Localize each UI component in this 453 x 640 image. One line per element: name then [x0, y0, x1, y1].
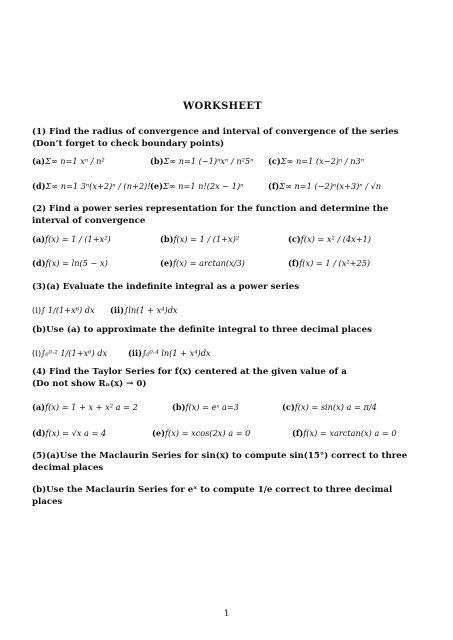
- q4-item-c-label: (c): [282, 402, 295, 412]
- q4-heading: [32, 366, 432, 390]
- q2-item-f-expr: f(x) = 1 / (x²+25): [299, 258, 371, 268]
- q1-item-f: [268, 181, 381, 191]
- q2-heading-line1: (2) Find a power series representation for the function and determine the: [32, 204, 389, 214]
- q1-item-e-expr: Σ∞ n=1 n!(2x − 1)ⁿ: [162, 181, 244, 191]
- q4-item-d: [32, 428, 152, 438]
- q1-item-f-expr: Σ∞ n=1 (−2)ⁿ(x+3)ⁿ / √n: [279, 181, 382, 191]
- q4-item-a-expr: f(x) = 1 + x + x² a = 2: [45, 402, 138, 412]
- worksheet-title: WORKSHEET: [183, 101, 262, 112]
- q4-row-2: [32, 428, 397, 438]
- q4-item-f-label: (f): [292, 428, 304, 438]
- page-number: 1: [224, 609, 230, 619]
- q2-item-b-label: (b): [160, 234, 174, 244]
- q2-row-1: [32, 234, 371, 244]
- q4-item-e-expr: f(x) = xcos(2x) a = 0: [164, 428, 251, 438]
- q3a-item-ii-expr: ∫ln(1 + x⁴)dx: [123, 305, 178, 315]
- q5b-text: [32, 484, 432, 508]
- q1-item-c-label: (c): [268, 156, 281, 166]
- q1-row-2: [32, 181, 381, 191]
- q4-item-f-expr: f(x) = xarctan(x) a = 0: [303, 428, 397, 438]
- q2-item-a: [32, 234, 160, 244]
- q2-item-d-expr: f(x) = ln(5 − x): [45, 258, 108, 268]
- q1-item-d: [32, 181, 150, 191]
- q4-row-1: [32, 402, 377, 412]
- q3b-item-ii-expr: ∫₀⁰·⁴ ln(1 + x⁴)dx: [141, 348, 211, 358]
- q4-item-d-expr: f(x) = √x a = 4: [45, 428, 107, 438]
- q4-heading-line1: (4) Find the Taylor Series for f(x) centered at the given value of a: [32, 367, 347, 377]
- q3b-item-ii: [128, 348, 211, 358]
- q2-heading: [32, 203, 432, 227]
- q2-item-a-expr: f(x) = 1 / (1+x²): [45, 234, 111, 244]
- q3a-item-ii-label: (ii): [110, 305, 124, 315]
- q5b-line2: places: [32, 497, 63, 507]
- q1-row-1: [32, 156, 364, 166]
- q1-heading-line1: (1) Find the radius of convergence and interval of convergence of the series: [32, 127, 399, 137]
- q2-item-c: [288, 234, 371, 244]
- q1-item-b: [150, 156, 268, 166]
- q3b-row: [32, 348, 211, 358]
- q3a-item-i-label: (i): [32, 305, 42, 315]
- q4-item-b: [172, 402, 282, 412]
- q2-item-e-expr: f(x) = arctan(x/3): [172, 258, 245, 268]
- q2-item-b-expr: f(x) = 1 / (1+x)²: [173, 234, 240, 244]
- q4-item-b-expr: f(x) = eˣ a=3: [185, 402, 239, 412]
- q1-item-d-expr: Σ∞ n=1 3ⁿ(x+2)ⁿ / (n+2)!: [45, 181, 151, 191]
- q3a-item-i: [32, 305, 110, 315]
- q3a-item-ii: [110, 305, 178, 315]
- q1-item-b-expr: Σ∞ n=1 (−1)ⁿxⁿ / n²5ⁿ: [163, 156, 254, 166]
- q2-item-d: [32, 258, 160, 268]
- q4-item-a-label: (a): [32, 402, 46, 412]
- q4-item-b-label: (b): [172, 402, 186, 412]
- q4-item-c: [282, 402, 377, 412]
- q2-row-2: [32, 258, 370, 268]
- q1-heading: [32, 126, 432, 150]
- q2-item-f-label: (f): [288, 258, 300, 268]
- q2-item-e: [160, 258, 288, 268]
- q1-heading-line2: (Don’t forget to check boundary points): [32, 139, 225, 149]
- q4-item-a: [32, 402, 172, 412]
- q3a-row: [32, 305, 178, 315]
- q5a-text: [32, 450, 432, 474]
- q1-item-f-label: (f): [268, 181, 280, 191]
- q4-item-f: [292, 428, 397, 438]
- q3b-item-i-expr: ∫₀⁰·² 1/(1+x⁶) dx: [41, 348, 108, 358]
- q5b-line1: (b)Use the Maclaurin Series for eˣ to compute 1/e correct to three decimal: [32, 485, 393, 495]
- q1-item-b-label: (b): [150, 156, 164, 166]
- q5a-line1: (5)(a)Use the Maclaurin Series for sin(x) to compute sin(15°) correct to three: [32, 451, 408, 461]
- q1-item-c-expr: Σ∞ n=1 (x−2)ⁿ / n3ⁿ: [280, 156, 365, 166]
- q3a-heading: (3)(a) Evaluate the indefinite integral as a power series: [32, 282, 300, 292]
- q2-item-c-expr: f(x) = x² / (4x+1): [300, 234, 371, 244]
- q2-item-d-label: (d): [32, 258, 46, 268]
- q1-item-c: [268, 156, 364, 166]
- q2-item-e-label: (e): [160, 258, 173, 268]
- q1-item-e: [150, 181, 268, 191]
- q3b-item-i-label: (i): [32, 348, 42, 358]
- q4-heading-line2: (Do not show Rₙ(x) → 0): [32, 379, 147, 389]
- q3b-item-ii-label: (ii): [128, 348, 142, 358]
- q4-item-c-expr: f(x) = sin(x) a = π/4: [294, 402, 377, 412]
- q2-heading-line2: interval of convergence: [32, 216, 146, 226]
- q1-item-a: [32, 156, 150, 166]
- q1-item-a-expr: Σ∞ n=1 xⁿ / n²: [45, 156, 105, 166]
- q5a-line2: decimal places: [32, 463, 104, 473]
- q1-item-a-label: (a): [32, 156, 46, 166]
- q3b-item-i: [32, 348, 128, 358]
- q2-item-a-label: (a): [32, 234, 46, 244]
- q4-item-d-label: (d): [32, 428, 46, 438]
- q4-item-e-label: (e): [152, 428, 165, 438]
- q2-item-b: [160, 234, 288, 244]
- q4-item-e: [152, 428, 292, 438]
- q1-item-d-label: (d): [32, 181, 46, 191]
- q2-item-c-label: (c): [288, 234, 301, 244]
- q3a-item-i-expr: ∫ 1/(1+x⁶) dx: [41, 305, 95, 315]
- q1-item-e-label: (e): [150, 181, 163, 191]
- q2-item-f: [288, 258, 370, 268]
- q3b-heading: (b)Use (a) to approximate the definite integral to three decimal places: [32, 325, 372, 335]
